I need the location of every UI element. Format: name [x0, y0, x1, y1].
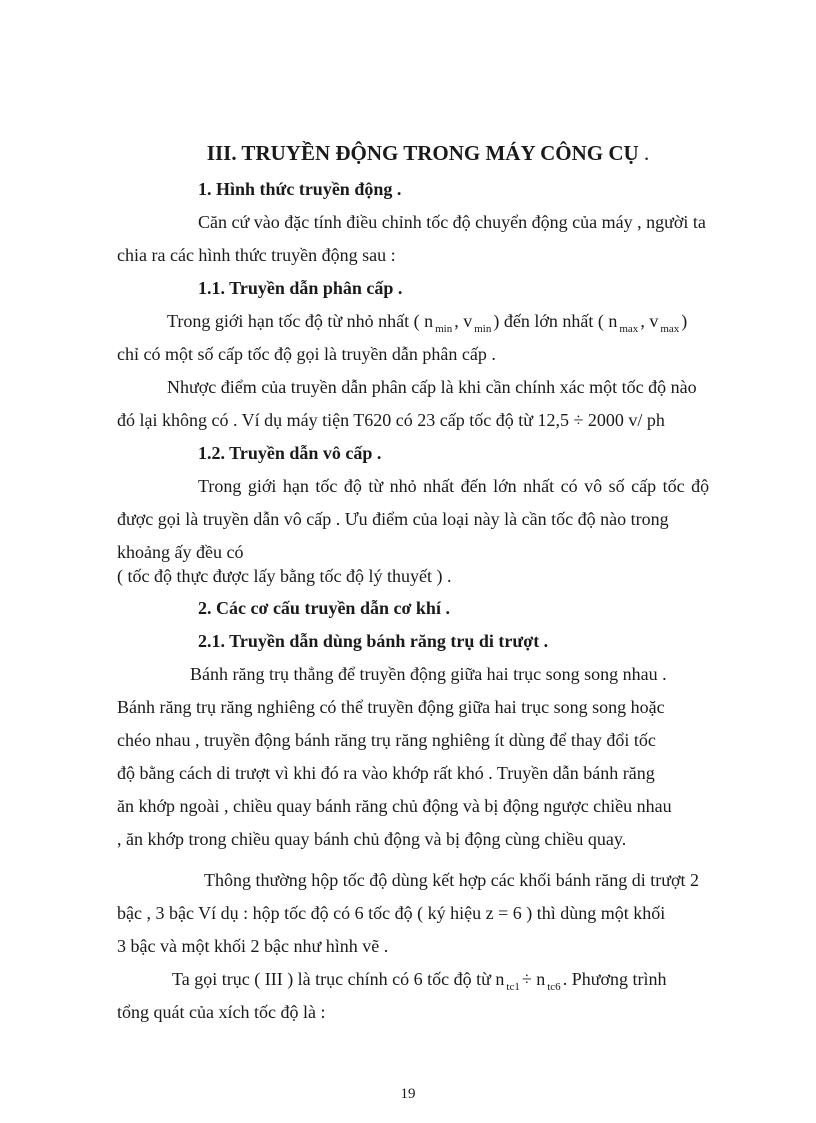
section-2-1-paragraph-1-line-1: Bánh răng trụ thẳng để truyền động giữa hai trục song song nhau . [190, 664, 667, 684]
text-run: Trong giới hạn tốc độ từ nhỏ nhất ( n [167, 311, 434, 331]
section-2-1-heading: 2.1. Truyền dẫn dùng bánh răng trụ di trượt . [198, 631, 549, 651]
section-2-1-paragraph-1-line-3: chéo nhau , truyền động bánh răng trụ răng nghiêng ít dùng để thay đổi tốc [117, 730, 656, 750]
subscript-n-max: max [619, 323, 639, 335]
section-1-intro-line-2: chia ra các hình thức truyền động sau : [117, 245, 396, 265]
text-run: . Phương trình [562, 969, 667, 989]
chapter-title-text: III. TRUYỀN ĐỘNG TRONG MÁY CÔNG CỤ [206, 141, 639, 165]
text-run: Ta gọi trục ( III ) là trục chính có 6 tốc độ từ n [172, 969, 505, 989]
section-1-1-paragraph-2-line-2: đó lại không có . Ví dụ máy tiện T620 có 23 cấp tốc độ từ 12,5 ÷ 2000 v/ ph [117, 410, 665, 430]
chapter-title-dot: . [643, 141, 650, 165]
section-2-1-paragraph-1-line-4: độ bằng cách di trượt vì khi đó ra vào khớp rất khó . Truyền dẫn bánh răng [117, 763, 655, 783]
section-1-2-line-4: ( tốc độ thực được lấy bằng tốc độ lý thuyết ) . [117, 566, 452, 586]
chapter-title [0, 141, 816, 166]
section-1-1-paragraph-2-line-1: Nhược điểm của truyền dẫn phân cấp là khi cần chính xác một tốc độ nào [167, 377, 697, 397]
text-run: , v [640, 311, 659, 331]
section-1-2-line-1: Trong giới hạn tốc độ từ nhỏ nhất đến lớn nhất có vô số cấp tốc độ [198, 476, 710, 496]
subscript-v-min: min [474, 323, 492, 335]
section-1-heading: 1. Hình thức truyền động . [198, 179, 402, 199]
section-2-1-paragraph-3-line-2: tổng quát của xích tốc độ là : [117, 1002, 326, 1022]
page-number: 19 [400, 1086, 416, 1102]
section-1-1-heading: 1.1. Truyền dẫn phân cấp . [198, 278, 403, 298]
section-2-1-paragraph-1-line-2: Bánh răng trụ răng nghiêng có thể truyền động giữa hai trục song song hoặc [117, 697, 665, 717]
text-run: ) đến lớn nhất ( n [493, 311, 618, 331]
text-run: ÷ n [521, 969, 546, 989]
subscript-tc6: tc6 [547, 981, 561, 993]
section-1-2-line-3: khoảng ấy đều có [117, 542, 244, 562]
section-2-1-paragraph-3-line-1 [172, 968, 666, 993]
subscript-tc1: tc1 [506, 981, 520, 993]
section-2-1-paragraph-2-line-3: 3 bậc và một khối 2 bậc như hình vẽ . [117, 936, 389, 956]
section-2-1-paragraph-1-line-5: ăn khớp ngoài , chiều quay bánh răng chủ động và bị động ngược chiều nhau [117, 796, 672, 816]
text-run: , v [454, 311, 473, 331]
section-2-1-paragraph-1-line-6: , ăn khớp trong chiều quay bánh chủ động và bị động cùng chiều quay. [117, 829, 627, 849]
section-2-1-paragraph-2-line-1: Thông thường hộp tốc độ dùng kết hợp các khối bánh răng di trượt 2 [204, 870, 699, 890]
section-1-2-line-2: được gọi là truyền dẫn vô cấp . Ưu điểm của loại này là cần tốc độ nào trong [117, 509, 669, 529]
section-1-1-paragraph-1-line-2: chỉ có một số cấp tốc độ gọi là truyền dẫn phân cấp . [117, 344, 496, 364]
subscript-v-max: max [660, 323, 680, 335]
subscript-n-min: min [435, 323, 453, 335]
text-run: ) [681, 311, 688, 331]
section-1-intro-line-1: Căn cứ vào đặc tính điều chỉnh tốc độ chuyển động của máy , người ta [198, 212, 706, 232]
section-2-heading: 2. Các cơ cấu truyền dẫn cơ khí . [198, 598, 450, 618]
section-2-1-paragraph-2-line-2: bậc , 3 bậc Ví dụ : hộp tốc độ có 6 tốc độ ( ký hiệu z = 6 ) thì dùng một khối [117, 903, 666, 923]
section-1-2-heading: 1.2. Truyền dẫn vô cấp . [198, 443, 382, 463]
section-1-1-paragraph-1-line-1 [167, 310, 687, 335]
